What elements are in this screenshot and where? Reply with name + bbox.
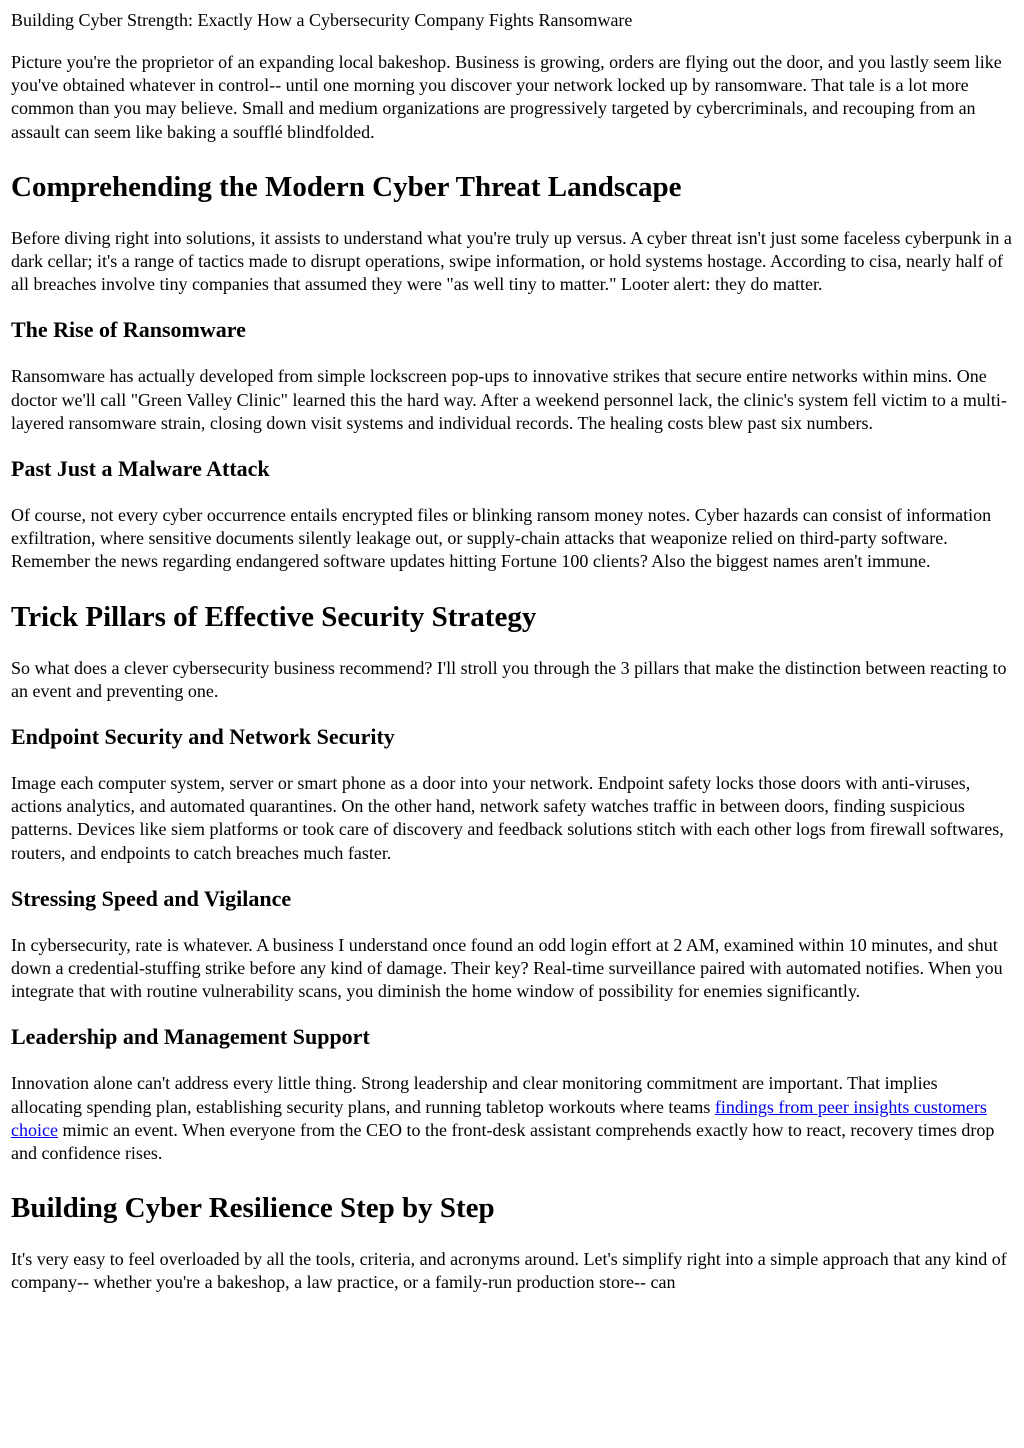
subheading-beyond-malware: Past Just a Malware Attack [11, 456, 270, 482]
speed-vigilance-paragraph: In cybersecurity, rate is whatever. A business I understand once found an odd login effort at 2 AM, examined within 10 minutes, and shut down a credential-stuffing strike before any kind of damage. Their key? Real-time surveillance paired with automated notifies. When you integrate that with routine vulnerability scans, you diminish the home window of possibility for enemies significantly. [11, 934, 1003, 1002]
security-pillars-paragraph: So what does a clever cybersecurity business recommend? I'll stroll you through the 3 pillars that make the distinction between reacting to an event and preventing one. [11, 657, 1007, 701]
peer-insights-link[interactable]: findings from peer insights customers choice [11, 1096, 987, 1140]
threat-landscape-paragraph: Before diving right into solutions, it assists to understand what you're truly up versus. A cyber threat isn't just some faceless cyberpunk in a dark cellar; it's a range of tactics made to disrupt operations, swipe information, or hold systems hostage. According to cisa, nearly half of all breaches involve tiny companies that assumed they were "as well tiny to matter." Looter alert: they do matter. [11, 227, 1012, 295]
subheading-endpoint-network-security: Endpoint Security and Network Security [11, 724, 395, 750]
endpoint-network-security-paragraph: Image each computer system, server or smart phone as a door into your network. Endpoint safety locks those doors with anti-viruses, actions analytics, and automated quarantines. On the other hand, network safety watches traffic in between doors, finding suspicious patterns. Devices like siem platforms or took care of discovery and feedback solutions stitch with each other logs from firewall softwares, routers, and endpoints to catch breaches much faster. [11, 773, 1004, 863]
section-heading-threat-landscape: Comprehending the Modern Cyber Threat Landscape [11, 170, 682, 203]
leadership-text-after-link: mimic an event. When everyone from the CEO to the front-desk assistant comprehends exactly how to react, recovery times drop and confidence rises. [11, 1119, 995, 1164]
subheading-rise-of-ransomware: The Rise of Ransomware [11, 317, 246, 343]
subheading-leadership-support: Leadership and Management Support [11, 1024, 370, 1050]
leadership-support-paragraph [11, 1072, 1013, 1165]
subheading-speed-vigilance: Stressing Speed and Vigilance [11, 885, 292, 911]
intro-paragraph: Picture you're the proprietor of an expanding local bakeshop. Business is growing, orders are flying out the door, and you lastly seem like you've obtained whatever in control-- until one morning you discover your network locked up by ransomware. That tale is a lot more common than you may believe. Small and medium organizations are progressively targeted by cybercriminals, and recouping from an assault can seem like baking a soufflé blindfolded. [11, 52, 1002, 142]
rise-of-ransomware-paragraph: Ransomware has actually developed from simple lockscreen pop-ups to innovative strikes that secure entire networks within mins. One doctor we'll call "Green Valley Clinic" learned this the hard way. After a weekend personnel lack, the clinic's system fell victim to a multi-layered ransomware strain, closing down visit systems and individual records. The healing costs blew past six numbers. [11, 366, 1007, 433]
cyber-resilience-paragraph: It's very easy to feel overloaded by all the tools, criteria, and acronyms around. Let's simplify right into a simple approach that any kind of company-- whether you're a bakeshop, a law practice, or a family-run production store-- can [11, 1249, 1007, 1293]
section-heading-security-pillars: Trick Pillars of Effective Security Strategy [11, 600, 537, 633]
document-title: Building Cyber Strength: Exactly How a Cybersecurity Company Fights Ransomware [11, 10, 633, 30]
beyond-malware-paragraph: Of course, not every cyber occurrence entails encrypted files or blinking ransom money notes. Cyber hazards can consist of information exfiltration, where sensitive documents silently leakage out, or supply-chain attacks that weaponize relied on third-party software. Remember the news regarding endangered software updates hitting Fortune 100 clients? Also the biggest names aren't immune. [11, 505, 992, 572]
section-heading-cyber-resilience: Building Cyber Resilience Step by Step [11, 1192, 495, 1225]
leadership-text-before-link: Innovation alone can't address every little thing. Strong leadership and clear monitoring commitment are important. That implies allocating spending plan, establishing security plans, and running tabletop workouts where teams [11, 1073, 938, 1117]
